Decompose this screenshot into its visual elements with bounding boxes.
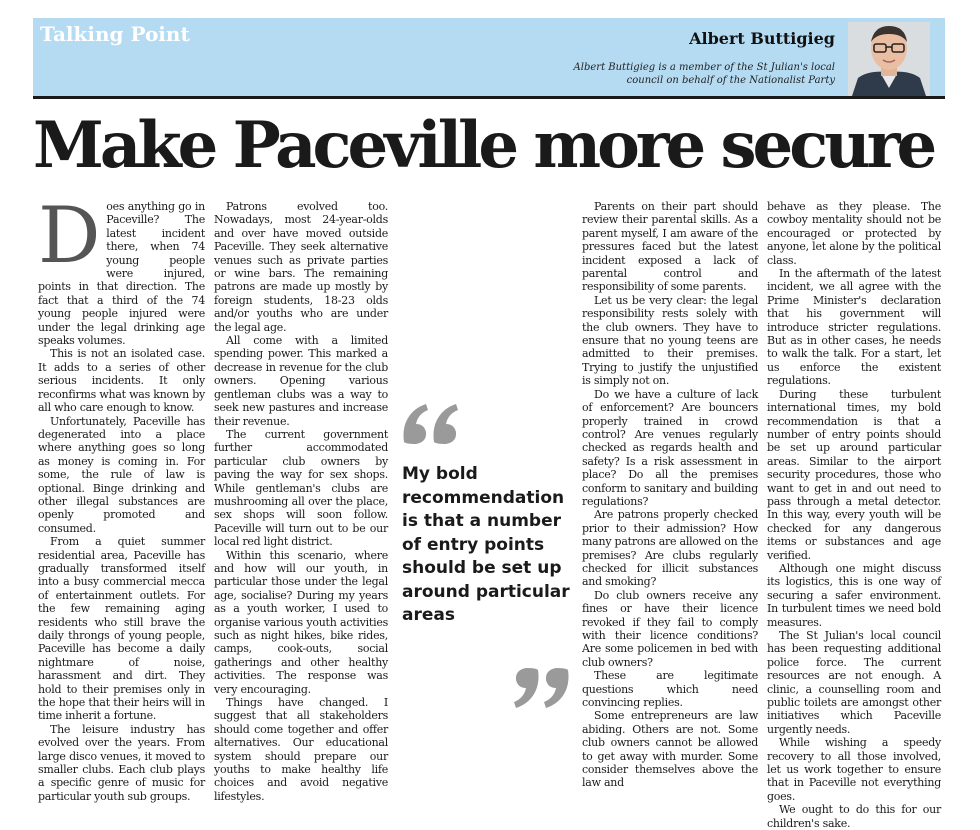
open-quote-icon xyxy=(400,398,460,448)
paragraph: Within this scenario, where and how will our youth, in particular those under the legal age, socialise? During my years as a youth worker, I used to organise various youth activities such as night hikes, bike rides, camps, cook-outs, social gatherings and other healthy activities. The response was very encouraging. xyxy=(214,548,388,696)
paragraph: Parents on their part should review their parental skills. As a parent myself, I am aware of the pressures faced but the latest incident exposed a lack of parental control and responsibility of some parents. xyxy=(582,200,758,294)
paragraph: We ought to do this for our children's sake. xyxy=(767,803,941,830)
paragraph: During these turbulent international times, my bold recommendation is that a number of entry points should be set up around particular areas. Similar to the airport security procedures, those who want to get in and out need to pass through a metal detector. In this way, every youth will be checked for any dangerous items or substances and age verified. xyxy=(767,387,941,562)
drop-cap: D xyxy=(38,191,101,281)
author-name: Albert Buttigieg xyxy=(689,29,835,48)
paragraph: This is not an isolated case. It adds to a series of other serious incidents. It only reconfirms what was known by all who care enough to know. xyxy=(38,347,205,415)
paragraph: Do we have a culture of lack of enforcement? Are bouncers properly trained in crowd control? Are venues regularly checked as regards health and safety? Is a risk assessment in place? Do all the premises conform to sanitary and building regulations? xyxy=(582,387,758,508)
paragraph: From a quiet summer residential area, Paceville has gradually transformed itself into a busy commercial mecca of entertainment outlets. For the few remaining aging residents who still brave the daily throngs of young people, Paceville has become a daily nightmare of noise, harassment and dirt. They hold to their premises only in the hope that their heirs will in time inherit a fortune. xyxy=(38,535,205,723)
paragraph: In the aftermath of the latest incident, we all agree with the Prime Minister's declaration that his government will introduce stricter regulations. But as in other cases, he needs to walk the talk. For a start, let us enforce the existent regulations. xyxy=(767,267,941,388)
pull-quote: My bold recommendation is that a number of entry points should be set up around particular areas xyxy=(402,464,570,625)
paragraph: Are patrons properly checked prior to their admission? How many patrons are allowed on the premises? Are clubs regularly checked for illicit substances and smoking? xyxy=(582,508,758,589)
close-quote-icon xyxy=(512,666,572,712)
paragraph: All come with a limited spending power. This marked a decrease in revenue for the club owners. Opening various gentleman clubs was a way to seek new pastures and increase their revenue. xyxy=(214,334,388,428)
paragraph: Do club owners receive any fines or have their licence revoked if they fail to comply with their licence conditions? Are some policemen in bed with club owners? xyxy=(582,588,758,669)
article-column-3 xyxy=(582,200,758,790)
paragraph: Although one might discuss its logistics, this is one way of securing a safer environment. In turbulent times we need bold measures. xyxy=(767,561,941,629)
paragraph: Some entrepreneurs are law abiding. Others are not. Some club owners cannot be allowed to get away with murder. Some consider themselves above the law and xyxy=(582,709,758,790)
paragraph: Let us be very clear: the legal responsibility rests solely with the club owners. They have to ensure that no young teens are admitted to their premises. Trying to justify the unjustified is simply not on. xyxy=(582,293,758,388)
section-label: Talking Point xyxy=(40,22,190,46)
header-rule xyxy=(33,96,945,99)
paragraph: behave as they please. The cowboy mentality should not be encouraged or protected by anyone, let alone by the political class. xyxy=(767,200,941,267)
paragraph: The St Julian's local council has been requesting additional police force. The current resources are not enough. A clinic, a counselling room and public toilets are amongst other initiatives which Paceville urgently needs. xyxy=(767,629,941,736)
paragraph: The leisure industry has evolved over the years. From large disco venues, it moved to smaller clubs. Each club plays a specific genre of music for particular youth sub groups. xyxy=(38,722,205,803)
author-bio: Albert Buttigieg is a member of the St Julian's local council on behalf of the Nationalist Party xyxy=(573,62,835,86)
paragraph: These are legitimate questions which need convincing replies. xyxy=(582,669,758,710)
paragraph: The current government further accommodated particular club owners by paving the way for sex shops. While gentleman's clubs are mushrooming all over the place, sex shops will soon follow. Paceville will turn out to be our local red light district. xyxy=(214,427,388,549)
paragraph: Patrons evolved too. Nowadays, most 24-year-olds and over have moved outside Paceville. They seek alternative venues such as private parties or wine bars. The remaining patrons are made up mostly by foreign students, 18-23 olds and/or youths who are under the legal age. xyxy=(214,200,388,334)
paragraph xyxy=(38,191,205,348)
article-column-4 xyxy=(767,200,941,830)
article-column-1 xyxy=(38,191,205,803)
paragraph-text: oes anything go in Paceville? The latest incident there, when 74 young people were injured, points in that direction. The fact that a third of the 74 young people injured were under the legal drinking age speaks volumes. xyxy=(38,200,205,348)
paragraph: Things have changed. I suggest that all stakeholders should come together and offer alternatives. Our educational system should prepare our youths to make healthy life choices and avoid negative lifestyles. xyxy=(214,696,388,803)
article-column-2 xyxy=(214,200,388,803)
headline: Make Paceville more secure xyxy=(33,108,934,183)
paragraph: Unfortunately, Paceville has degenerated into a place where anything goes so long as money is coming in. For some, the rule of law is optional. Binge drinking and other illegal substances are openly promoted and consumed. xyxy=(38,414,205,535)
paragraph: While wishing a speedy recovery to all those involved, let us work together to ensure that in Paceville not everything goes. xyxy=(767,736,941,803)
author-photo xyxy=(848,22,930,96)
